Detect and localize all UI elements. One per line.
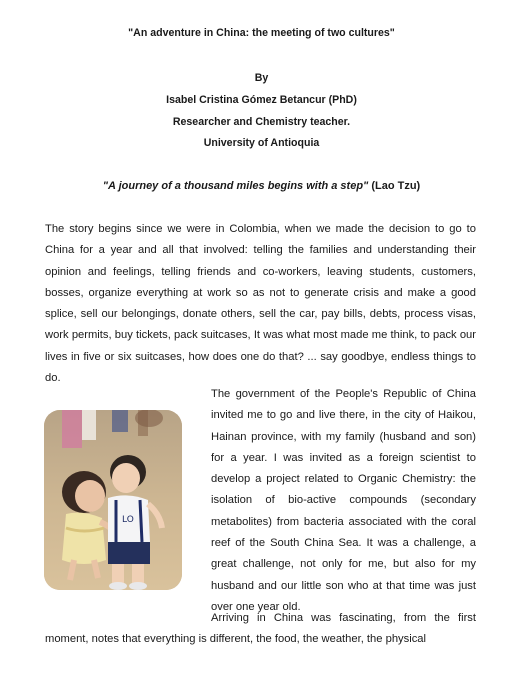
children-photo-illustration bbox=[44, 410, 182, 590]
epigraph bbox=[0, 180, 523, 193]
byline: By bbox=[254, 72, 269, 84]
author-institution: University of Antioquia bbox=[203, 137, 320, 149]
epigraph-quote: "A journey of a thousand miles begins with a step" bbox=[102, 180, 369, 192]
paragraph-1: The story begins since we were in Colombia, when we made the decision to go to China for a year and all that involved: telling the families and understanding their opinion and feelings, telling friends and co-workers, leaving students, customers, bosses, organize everything at work so as not to generate crisis and make a good splice, sell our belongings, donate others, sell the car, pay bills, debts, process visas, work permits, buy tickets, pack suitcases, It was what most made me think, to pack our lives in five or six suitcases, how does one do that? ... say goodbye, endless things to do. bbox=[45, 223, 476, 385]
paragraph-3: Arriving in China was fascinating, from the first moment, notes that everything is different, the food, the weather, the physical bbox=[45, 612, 476, 646]
author-role: Researcher and Chemistry teacher. bbox=[172, 116, 351, 128]
document-title: "An adventure in China: the meeting of two cultures" bbox=[128, 27, 395, 39]
svg-text:LO: LO bbox=[122, 515, 134, 525]
children-photo bbox=[44, 410, 182, 590]
paragraph-2: The government of the People's Republic of China invited me to go and live there, in the city of Haikou, Hainan province, with my family (husband and son) for a year. I was invited as a foreign scientist to develop a project related to Organic Chemistry: the isolation of bio-active compounds (secondary metabolites) from bacteria associated with the coral reef of the South China Sea. It was a challenge, a great challenge, not only for me, but also for my husband and our little son who at that time was just over one year old. bbox=[211, 388, 476, 613]
author-name: Isabel Cristina Gómez Betancur (PhD) bbox=[166, 94, 357, 106]
epigraph-attribution: (Lao Tzu) bbox=[368, 180, 421, 192]
